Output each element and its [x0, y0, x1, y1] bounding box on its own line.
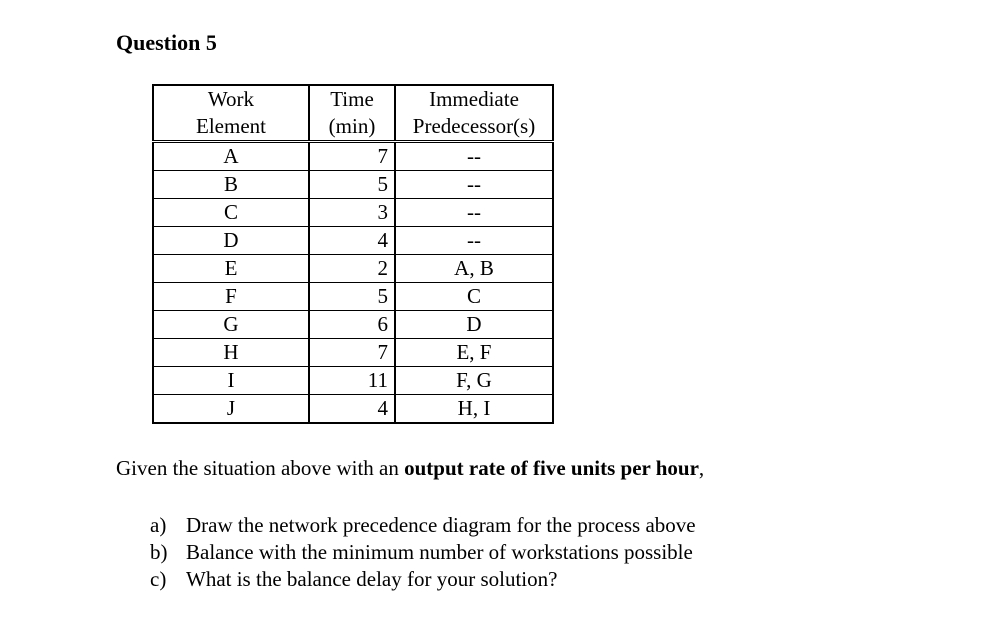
cell-predecessors: --: [395, 199, 553, 227]
table-row: [153, 339, 553, 367]
header-time: [309, 85, 395, 142]
cell-predecessors: F, G: [395, 367, 553, 395]
work-element-table: [152, 84, 554, 424]
table-row: [153, 255, 553, 283]
cell-element: J: [153, 395, 309, 424]
table-row: [153, 227, 553, 255]
cell-predecessors: D: [395, 311, 553, 339]
table-row: [153, 142, 553, 171]
table-row: [153, 171, 553, 199]
cell-time: 4: [309, 227, 395, 255]
intro-text-after: ,: [698, 456, 705, 480]
table-row: [153, 311, 553, 339]
cell-element: F: [153, 283, 309, 311]
header-predecessors-line2: Predecessor(s): [412, 114, 536, 138]
header-predecessors-line1: Immediate: [429, 87, 519, 111]
cell-element: B: [153, 171, 309, 199]
table-row: [153, 199, 553, 227]
question-label: c): [150, 567, 167, 591]
header-work-element-line1: Work: [207, 87, 255, 111]
cell-predecessors: --: [395, 142, 553, 171]
question-label: b): [150, 540, 168, 564]
table-header-row: [153, 85, 553, 142]
list-item: [150, 512, 696, 539]
header-predecessors: [395, 85, 553, 142]
cell-element: E: [153, 255, 309, 283]
cell-predecessors: A, B: [395, 255, 553, 283]
table-row: [153, 367, 553, 395]
intro-text-bold: output rate of five units per hour: [404, 456, 699, 480]
question-list: [150, 512, 696, 593]
cell-time: 3: [309, 199, 395, 227]
list-item: [150, 566, 696, 593]
cell-predecessors: H, I: [395, 395, 553, 424]
cell-predecessors: E, F: [395, 339, 553, 367]
cell-element: H: [153, 339, 309, 367]
cell-time: 5: [309, 283, 395, 311]
intro-paragraph: [116, 456, 704, 481]
cell-element: A: [153, 142, 309, 171]
cell-time: 11: [309, 367, 395, 395]
header-work-element-line2: Element: [196, 114, 266, 138]
table-row: [153, 283, 553, 311]
question-text: Balance with the minimum number of workstations possible: [186, 540, 693, 564]
header-time-line1: Time: [330, 87, 374, 111]
cell-element: I: [153, 367, 309, 395]
table-row: [153, 395, 553, 424]
cell-time: 6: [309, 311, 395, 339]
list-item: [150, 539, 696, 566]
question-text: Draw the network precedence diagram for the process above: [186, 513, 696, 537]
cell-predecessors: --: [395, 227, 553, 255]
cell-element: G: [153, 311, 309, 339]
cell-time: 2: [309, 255, 395, 283]
question-title: Question 5: [116, 30, 217, 55]
header-work-element: [153, 85, 309, 142]
question-label: a): [150, 513, 167, 537]
question-text: What is the balance delay for your solution?: [186, 567, 558, 591]
cell-time: 7: [309, 142, 395, 171]
cell-element: D: [153, 227, 309, 255]
header-time-line2: (min): [328, 114, 376, 138]
intro-text-before: Given the situation above with an: [116, 456, 405, 480]
cell-time: 7: [309, 339, 395, 367]
cell-time: 5: [309, 171, 395, 199]
cell-predecessors: C: [395, 283, 553, 311]
cell-element: C: [153, 199, 309, 227]
cell-time: 4: [309, 395, 395, 424]
cell-predecessors: --: [395, 171, 553, 199]
